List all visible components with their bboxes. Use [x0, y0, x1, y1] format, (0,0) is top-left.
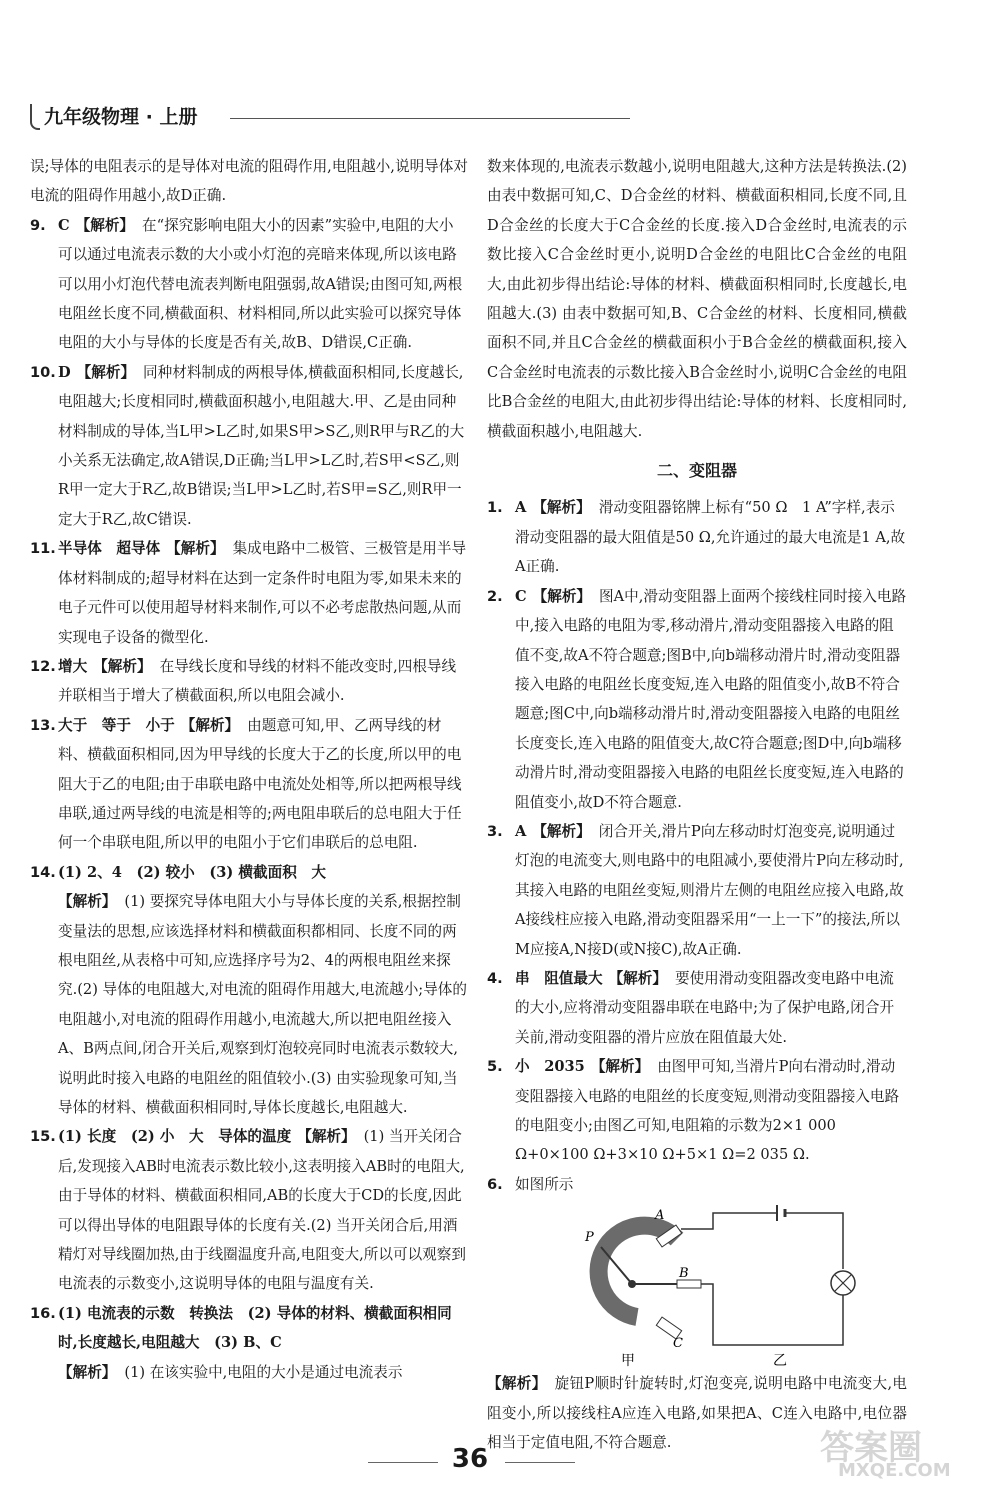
footer-rule-right: [505, 1462, 575, 1463]
item-number: 6.: [487, 1175, 503, 1193]
item-answer: (1) 电流表的示数 转换法 (2) 导体的材料、横截面积相同时,长度越长,电阻越大 (3) B、C: [58, 1304, 452, 1352]
item-text: 集成电路中二极管、三极管是用半导体材料制成的;超导材料在达到一定条件时电阻为零,如果未来的电子元件可以使用超导材料来制作,可以不必考虑散热问题,从而实现电子设备的微型化.: [58, 540, 467, 646]
label-a: A: [655, 1208, 665, 1224]
item-answer: 增大: [58, 657, 88, 675]
header-bracket: [30, 104, 40, 130]
item-answer: 小 2035: [515, 1058, 585, 1076]
item-answer: (1) 长度 (2) 小 大 导体的温度: [58, 1128, 292, 1146]
label-p: P: [585, 1230, 594, 1246]
analysis-tag: 【解析】: [297, 1128, 356, 1146]
answer-item-6: [487, 1170, 907, 1199]
item-answer: 串 阻值最大: [515, 969, 603, 987]
item-number: 3.: [487, 822, 503, 840]
item-answer: (1) 2、4 (2) 较小 (3) 横截面积 大: [58, 863, 326, 881]
analysis-tag: 【解析】: [180, 716, 240, 734]
item-number: 9.: [30, 216, 46, 234]
item-text: 图A中,滑动变阻器上面两个接线柱同时接入电路中,接入电路的电阻为零,移动滑片,滑动变阻器接入电路的阻值不变,故A不符合题意;图B中,向b端移动滑片时,滑动变阻器接入电路的电阻丝长度变短,连入电路的阻值变小,故B不符合题意;图C中,向b端移动滑片时,滑动变阻器接入电路的电阻丝长度变长,连入电路的阻值变大,故C符合题意;图D中,向b端移动滑片时,滑动变阻器接入电路的电阻丝长度变短,连入电路的阻值变小,故D不符合题意.: [515, 587, 907, 811]
continued-text: 数来体现的,电流表示数越小,说明电阻越大,这种方法是转换法.(2) 由表中数据可知,C、D合金丝的材料、横截面积相同,长度不同,且D合金丝的长度大于C合金丝的长度.接入D合金丝时,电流表的示数比接入C合金丝时更小,说明D合金丝的电阻比C合金丝的电阻大,由此初步得出结论:导体的材料、横截面积相同时,长度越长,电阻越大.(3) 由表中数据可知,B、C合金丝的材料、长度相同,横截面积不同,并且C合金丝的横截面积小于B合金丝的横截面积,接入C合金丝时电流表的示数比接入B合金丝时小,说明C合金丝的电阻比B合金丝的电阻大,由此初步得出结论:导体的材料、长度相同时,横截面积越小,电阻越大.: [487, 158, 907, 440]
analysis-tag: 【解析】: [76, 363, 136, 381]
analysis-tag: 【解析】: [75, 216, 135, 234]
wire-a: [681, 1213, 777, 1229]
item-answer: 大于 等于 小于: [58, 716, 175, 734]
item-number: 4.: [487, 969, 503, 987]
answer-item-5: [487, 1052, 907, 1170]
item-answer: 半导体 超导体: [58, 540, 161, 558]
answer-item-16-analysis: [30, 1358, 468, 1387]
analysis-tag: 【解析】: [532, 499, 591, 517]
item-number: 5.: [487, 1058, 503, 1076]
analysis-tag: 【解析】: [590, 1058, 650, 1076]
circuit-figure: [487, 1199, 907, 1369]
analysis-tag: 【解析】: [93, 657, 152, 675]
item-number: 15.: [30, 1128, 56, 1146]
answer-item-15: [30, 1122, 468, 1298]
item-text: 要使用滑动变阻器改变电路中电流的大小,应将滑动变阻器串联在电路中;为了保护电路,闭合开关前,滑动变阻器的滑片应放在阻值最大处.: [515, 969, 895, 1046]
item-text: 旋钮P顺时针旋转时,灯泡变亮,说明电路中电流变大,电阻变小,所以接线柱A应连入电路,如果把A、C连入电路中,电位器相当于定值电阻,不符合题意.: [487, 1375, 907, 1452]
item-text: 同种材料制成的两根导体,横截面积相同,长度越长,电阻越大;长度相同时,横截面积越小,电阻越大.甲、乙是由同种材料制成的导体,当L甲>L乙时,如果S甲>S乙,则R甲与R乙的大小关系无法确定,故A错误,D正确;当L甲>L乙时,若S甲<S乙,则R甲一定大于R乙,故B错误;当L甲>L乙时,若S甲=S乙,则R甲一定大于R乙,故C错误.: [58, 363, 465, 528]
label-c: C: [673, 1336, 683, 1352]
item-number: 13.: [30, 716, 56, 734]
section-title: 二、变阻器: [656, 461, 737, 481]
answer-item-11: [30, 534, 468, 652]
answer-item-2: [487, 582, 907, 817]
footer-rule-left: [368, 1462, 438, 1463]
analysis-tag: 【解析】: [532, 587, 592, 605]
item-text: 在导线长度和导线的材料不能改变时,四根导线并联相当于增大了横截面积,所以电阻会减小.: [58, 657, 457, 705]
analysis-tag: 【解析】: [58, 893, 117, 911]
analysis-tag: 【解析】: [166, 540, 225, 558]
answer-item-14: [30, 858, 468, 887]
left-column: [30, 152, 468, 1387]
item-number: 12.: [30, 657, 56, 675]
item-answer: C: [515, 587, 527, 605]
analysis-tag: 【解析】: [608, 969, 667, 987]
caption-right: 乙: [773, 1353, 787, 1370]
watermark-line2: MXQE.COM: [838, 1460, 951, 1481]
wire-top: [785, 1213, 843, 1269]
item-text: (1) 当开关闭合后,发现接入AB时电流表示数比较小,这表明接入AB时的电阻大,由于导体的材料、横截面积相同,AB的长度大于CD的长度,因此可以得出导体的电阻跟导体的长度有关.(2) 当开关闭合后,用酒精灯对导线圈加热,由于线圈温度升高,电阻变大,所以可以观察到电流表的示数变小,这说明导体的电阻与温度有关.: [58, 1128, 466, 1293]
item-text: 由图甲可知,当滑片P向右滑动时,滑动变阻器接入电路的电阻丝的长度变短,则滑动变阻器接入电路的电阻变小;由图乙可知,电阻箱的示数为2×1 000 Ω+0×100 Ω+3×10 Ω+5×1 Ω=2 035 Ω.: [515, 1058, 900, 1164]
watermark-line1: 答案圈: [820, 1428, 922, 1468]
item-answer: A: [515, 822, 527, 840]
item-text: 闭合开关,滑片P向左移动时灯泡变亮,说明通过灯泡的电流变大,则电路中的电阻减小,要使滑片P向左移动时,其接入电路的电阻丝变短,则滑片左侧的电阻丝应接入电路,故A接线柱应接入电路,滑动变阻器采用“一上一下”的接法,所以M应接A,N接D(或N接C),故A正确.: [515, 822, 904, 958]
item-text: (1) 要探究导体电阻大小与导体长度的关系,根据控制变量法的思想,应该选择材料和横截面积都相同、长度不同的两根电阻丝,从表格中可知,应选择序号为2、4的两根电阻丝来探究.(2) 导体的电阻越大,对电流的阻碍作用越大,电流越小;导体的电阻越小,对电流的阻碍作用越小,电流越大,所以把电阻丝接入A、B两点间,闭合开关后,观察到灯泡较亮同时电流表示数较大,说明此时接入电路的电阻丝的阻值较小.(3) 由实验现象可知,当导体的材料、横截面积相同时,导体长度越长,电阻越大.: [58, 893, 467, 1116]
item-text: 由题意可知,甲、乙两导线的材料、横截面积相同,因为甲导线的长度大于乙的长度,所以甲的电阻大于乙的电阻;由于串联电路中电流处处相等,所以把两根导线串联,通过两导线的电流是相等的;两电阻串联后的总电阻大于任何一个串联电阻,所以甲的电阻小于它们串联后的总电阻.: [58, 716, 462, 852]
analysis-tag: 【解析】: [532, 822, 591, 840]
page-header: [30, 100, 630, 136]
item-number: 10.: [30, 363, 56, 381]
answer-item-10: [30, 358, 468, 534]
item-answer: D: [58, 363, 71, 381]
item-text: (1) 在该实验中,电阻的大小是通过电流表示: [124, 1363, 403, 1381]
header-rule: [230, 118, 630, 119]
answer-item-9: [30, 211, 468, 358]
item-number: 14.: [30, 863, 56, 881]
analysis-tag: 【解析】: [58, 1363, 117, 1381]
right-column: [487, 152, 907, 1457]
item-number: 2.: [487, 587, 503, 605]
item-answer: A: [515, 499, 527, 517]
item-number: 16.: [30, 1304, 56, 1322]
terminal-b: [677, 1280, 701, 1288]
answer-item-14-analysis: [30, 887, 468, 1122]
circuit-diagram: [487, 1199, 907, 1369]
analysis-tag: 【解析】: [487, 1375, 547, 1393]
page-number: 36: [451, 1444, 489, 1474]
header-title: 九年级物理 · 上册: [44, 106, 198, 128]
item-answer: 如图所示: [515, 1175, 574, 1193]
watermark-logo: [820, 1420, 990, 1486]
caption-left: 甲: [621, 1353, 635, 1370]
answer-item-4: [487, 964, 907, 1052]
answer-item-1: [487, 493, 907, 581]
answer-item-16: [30, 1299, 468, 1358]
item-text: 在“探究影响电阻大小的因素”实验中,电阻的大小可以通过电流表示数的大小或小灯泡的亮暗来体现,所以该电路可以用小灯泡代替电流表判断电阻强弱,故A错误;由图可知,两根电阻丝长度不同,横截面积、材料相同,所以此实验可以探究导体电阻的大小与导体的长度是否有关,故B、D错误,C正确.: [58, 216, 463, 352]
item-text: 滑动变阻器铭牌上标有“50 Ω 1 A”字样,表示滑动变阻器的最大阻值是50 Ω,允许通过的最大电流是1 A,故A正确.: [515, 499, 906, 576]
item-number: 11.: [30, 540, 56, 558]
answer-item-3: [487, 817, 907, 964]
continued-text: 误;导体的电阻表示的是导体对电流的阻碍作用,电阻越小,说明导体对电流的阻碍作用越小,故D正确.: [30, 158, 468, 205]
item-number: 1.: [487, 499, 503, 517]
answer-item-12: [30, 652, 468, 711]
answer-item-13: [30, 711, 468, 858]
wire-b: [701, 1284, 843, 1345]
label-b: B: [679, 1266, 689, 1282]
item-answer: C: [58, 216, 70, 234]
